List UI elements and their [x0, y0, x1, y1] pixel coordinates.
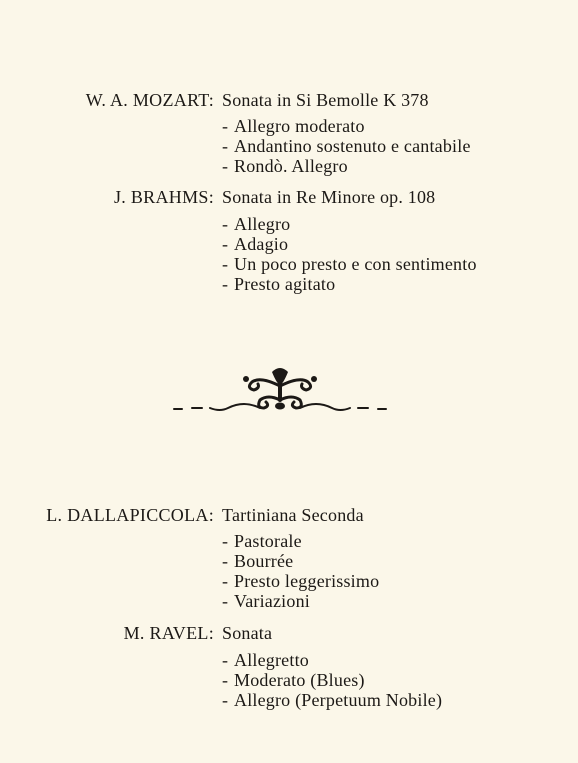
composer-name: W. A. MOZART:: [85, 90, 214, 110]
movement-item: - Un poco presto e con sentimento: [222, 254, 477, 274]
movement-list: [222, 214, 477, 294]
movement-item: - Allegro: [222, 214, 291, 234]
movement-item: - Presto leggerissimo: [222, 571, 380, 591]
movement-item: - Rondò. Allegro: [222, 156, 348, 176]
flourish-divider-icon: [160, 362, 400, 422]
movement-item: - Adagio: [222, 234, 289, 254]
movement-item: - Allegro (Perpetuum Nobile): [222, 690, 443, 710]
movement-list: [222, 531, 379, 611]
movement-item: - Moderato (Blues): [222, 670, 365, 690]
movement-item: - Andantino sostenuto e cantabile: [222, 136, 471, 156]
work-title: Sonata: [222, 623, 273, 643]
work-title: Sonata in Si Bemolle K 378: [222, 90, 429, 110]
composer-name: L. DALLAPICCOLA:: [46, 505, 214, 525]
movement-item: - Bourrée: [222, 551, 294, 571]
composer-name: M. RAVEL:: [123, 623, 214, 643]
movement-list: [222, 650, 442, 710]
movement-item: - Allegro moderato: [222, 116, 365, 136]
composer-name: J. BRAHMS:: [113, 187, 214, 207]
movement-item: - Presto agitato: [222, 274, 336, 294]
work-title: Tartiniana Seconda: [222, 505, 364, 525]
movement-item: - Pastorale: [222, 531, 302, 551]
movement-item: - Allegretto: [222, 650, 309, 670]
movement-item: - Variazioni: [222, 591, 310, 611]
work-title: Sonata in Re Minore op. 108: [222, 187, 436, 207]
movement-list: [222, 116, 471, 176]
